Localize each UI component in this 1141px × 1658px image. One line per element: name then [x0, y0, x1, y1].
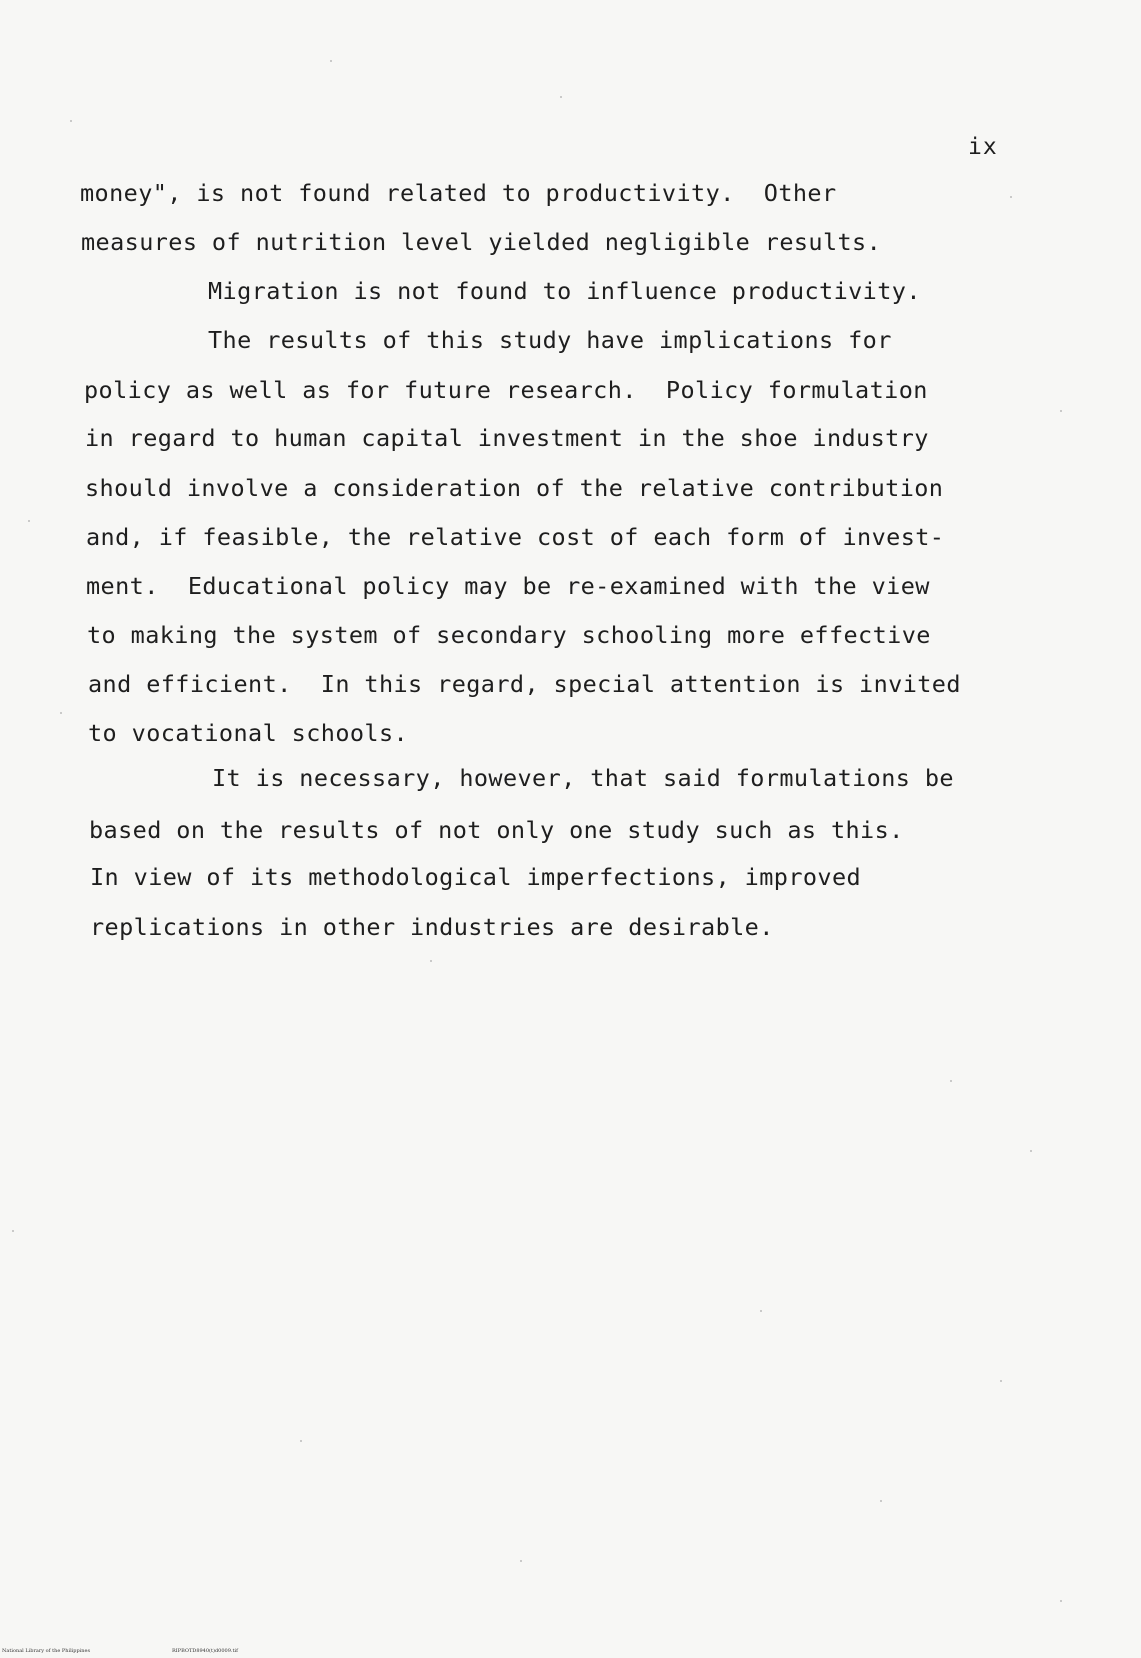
text-line: should involve a consideration of the relative contribution: [85, 474, 944, 502]
scan-speck: [330, 60, 332, 62]
scan-speck: [1060, 410, 1062, 412]
scan-speck: [950, 1080, 952, 1082]
text-line: to making the system of secondary schooling more effective: [87, 621, 931, 649]
text-line: measures of nutrition level yielded negligible results.: [81, 228, 882, 256]
scan-speck: [1060, 1600, 1062, 1602]
scan-speck: [12, 1230, 14, 1232]
text-line: In view of its methodological imperfections, improved: [90, 863, 862, 891]
text-line: and efficient. In this regard, special attention is invited: [88, 670, 961, 698]
scan-speck: [60, 712, 62, 714]
scan-speck: [430, 960, 432, 962]
text-line: policy as well as for future research. Policy formulation: [84, 376, 928, 404]
text-line: money", is not found related to productivity. Other: [80, 179, 837, 207]
scan-speck: [760, 1310, 762, 1312]
scan-speck: [880, 1500, 882, 1502]
text-line: ment. Educational policy may be re-examined with the view: [86, 572, 930, 600]
text-line: replications in other industries are desirable.: [90, 913, 774, 941]
footer-library: National Library of the Philippines: [2, 1648, 91, 1654]
footer-file-id: RIPBOTD8940(t)d0009.tif: [172, 1648, 238, 1654]
scan-speck: [1010, 196, 1012, 198]
scan-speck: [1030, 1150, 1032, 1152]
scan-speck: [560, 96, 562, 98]
scan-speck: [520, 1560, 522, 1562]
text-line: Migration is not found to influence productivity.: [208, 277, 921, 305]
text-line: based on the results of not only one study such as this.: [89, 816, 904, 844]
scan-speck: [70, 120, 72, 122]
page-number: ix: [968, 134, 998, 160]
text-line: The results of this study have implications for: [208, 326, 892, 354]
scan-speck: [1000, 1380, 1002, 1382]
text-line: in regard to human capital investment in the shoe industry: [85, 424, 929, 452]
text-line: It is necessary, however, that said formulations be: [212, 764, 954, 792]
text-line: to vocational schools.: [88, 719, 409, 747]
scan-speck: [28, 520, 30, 522]
text-line: and, if feasible, the relative cost of each form of invest-: [86, 523, 945, 551]
scan-speck: [300, 1440, 302, 1442]
